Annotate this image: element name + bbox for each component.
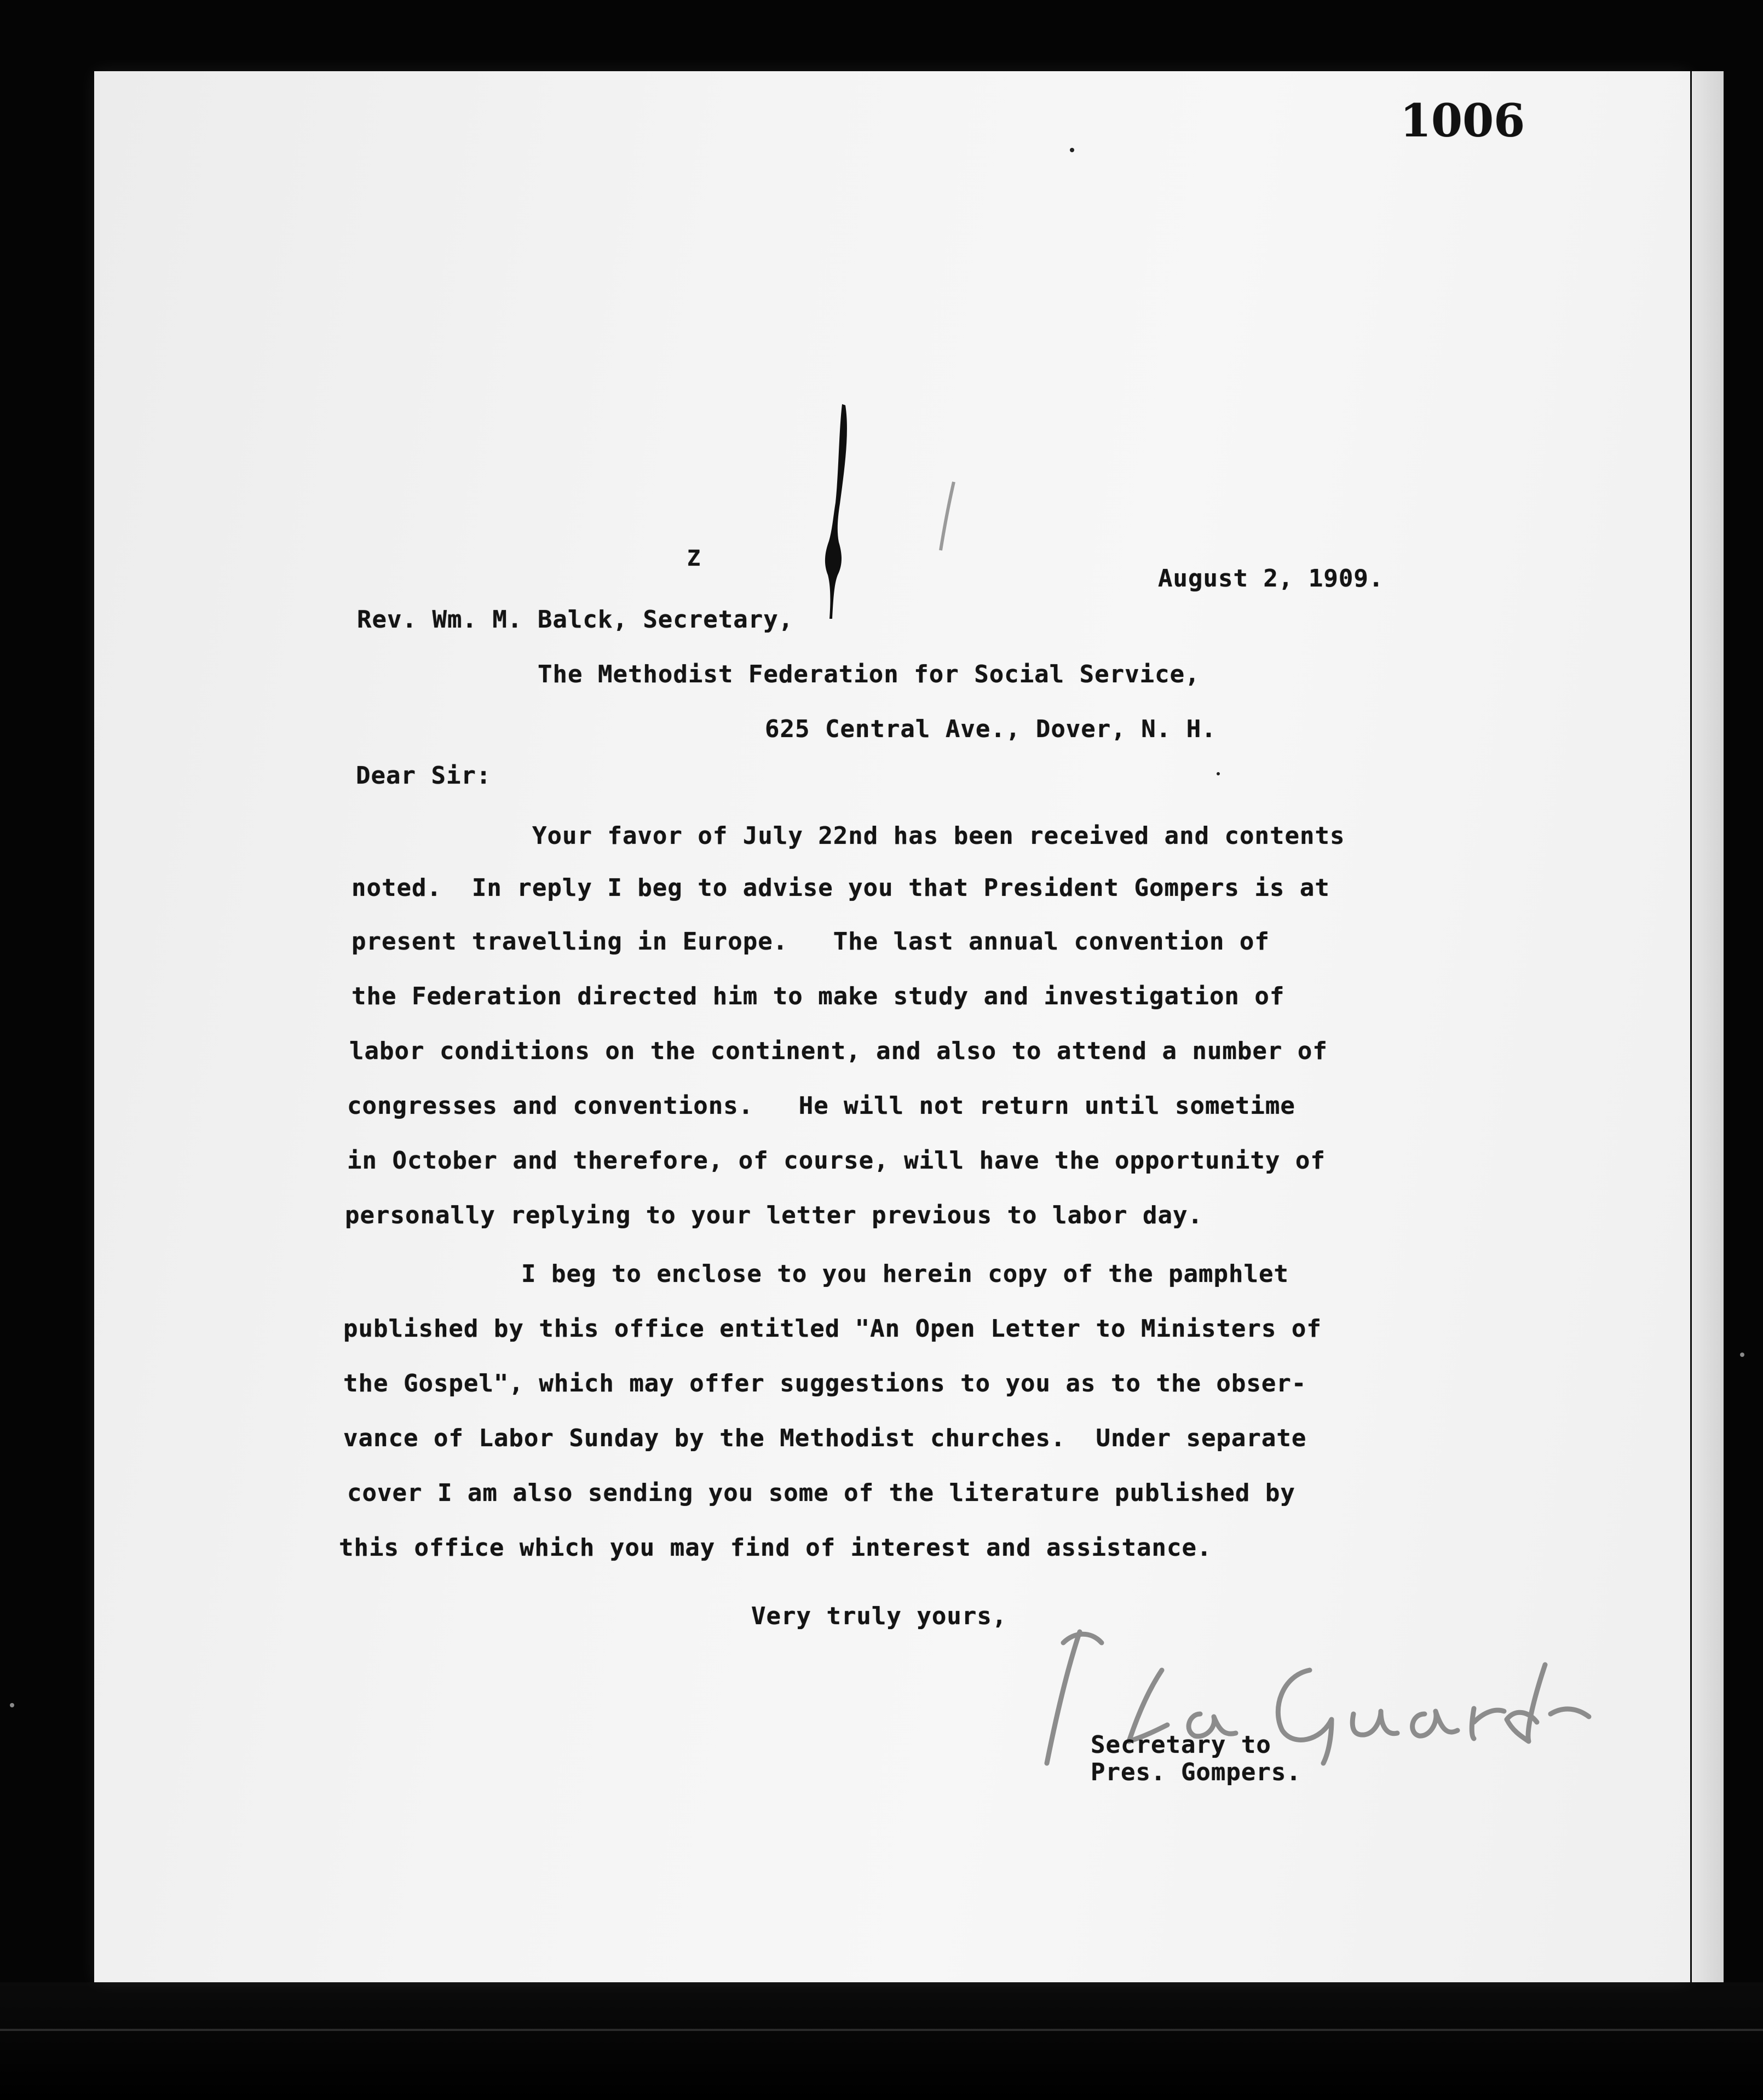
paragraph-1-line-6: congresses and conventions. He will not return until sometime [347, 1092, 1295, 1120]
paper-speck [1070, 148, 1074, 152]
signature-title-line-2: Pres. Gompers. [1091, 1758, 1301, 1786]
mount-edge-line [0, 2029, 1763, 2031]
salutation: Dear Sir: [356, 762, 492, 790]
paragraph-1-line-4: the Federation directed him to make study and investigation of [352, 982, 1285, 1010]
film-speck [10, 1703, 14, 1707]
paragraph-2-line-1: I beg to enclose to you herein copy of the pamphlet [521, 1260, 1289, 1288]
paragraph-2-line-4: vance of Labor Sunday by the Methodist churches. Under separate [343, 1424, 1307, 1452]
paragraph-2-line-3: the Gospel", which may offer suggestions to you as to the obser- [343, 1370, 1307, 1397]
sheet-fold-edge [1692, 71, 1724, 1982]
mount-background [0, 1982, 1763, 2100]
recipient-line-3: 625 Central Ave., Dover, N. H. [765, 715, 1217, 743]
typist-initial: Z [687, 546, 701, 571]
page-number: 1006 [1400, 95, 1525, 147]
film-speck [1740, 1353, 1744, 1357]
paragraph-1-line-1: Your favor of July 22nd has been received and contents [532, 822, 1345, 850]
paper-speck [1217, 772, 1220, 775]
paragraph-2-line-6: this office which you may find of interest and assistance. [339, 1534, 1212, 1562]
paragraph-1-line-7: in October and therefore, of course, will have the opportunity of [347, 1147, 1326, 1175]
paragraph-1-line-3: present travelling in Europe. The last annual convention of [352, 928, 1270, 956]
faint-ink-mark [937, 479, 959, 556]
recipient-line-2: The Methodist Federation for Social Service, [538, 660, 1200, 688]
recipient-line-1: Rev. Wm. M. Balck, Secretary, [357, 606, 794, 634]
paragraph-1-line-5: labor conditions on the continent, and also to attend a number of [349, 1037, 1328, 1065]
letter-sheet [94, 71, 1690, 1982]
signature-title-line-1: Secretary to [1091, 1731, 1271, 1759]
paragraph-2-line-2: published by this office entitled "An Open Letter to Ministers of [343, 1315, 1322, 1343]
closing: Very truly yours, [751, 1602, 1007, 1630]
paragraph-1-line-2: noted. In reply I beg to advise you that President Gompers is at [352, 874, 1330, 902]
paragraph-1-line-8: personally replying to your letter previous to labor day. [345, 1201, 1203, 1229]
paragraph-2-line-5: cover I am also sending you some of the literature published by [347, 1479, 1295, 1507]
letter-date: August 2, 1909. [1158, 565, 1384, 592]
ink-mark [811, 400, 872, 630]
